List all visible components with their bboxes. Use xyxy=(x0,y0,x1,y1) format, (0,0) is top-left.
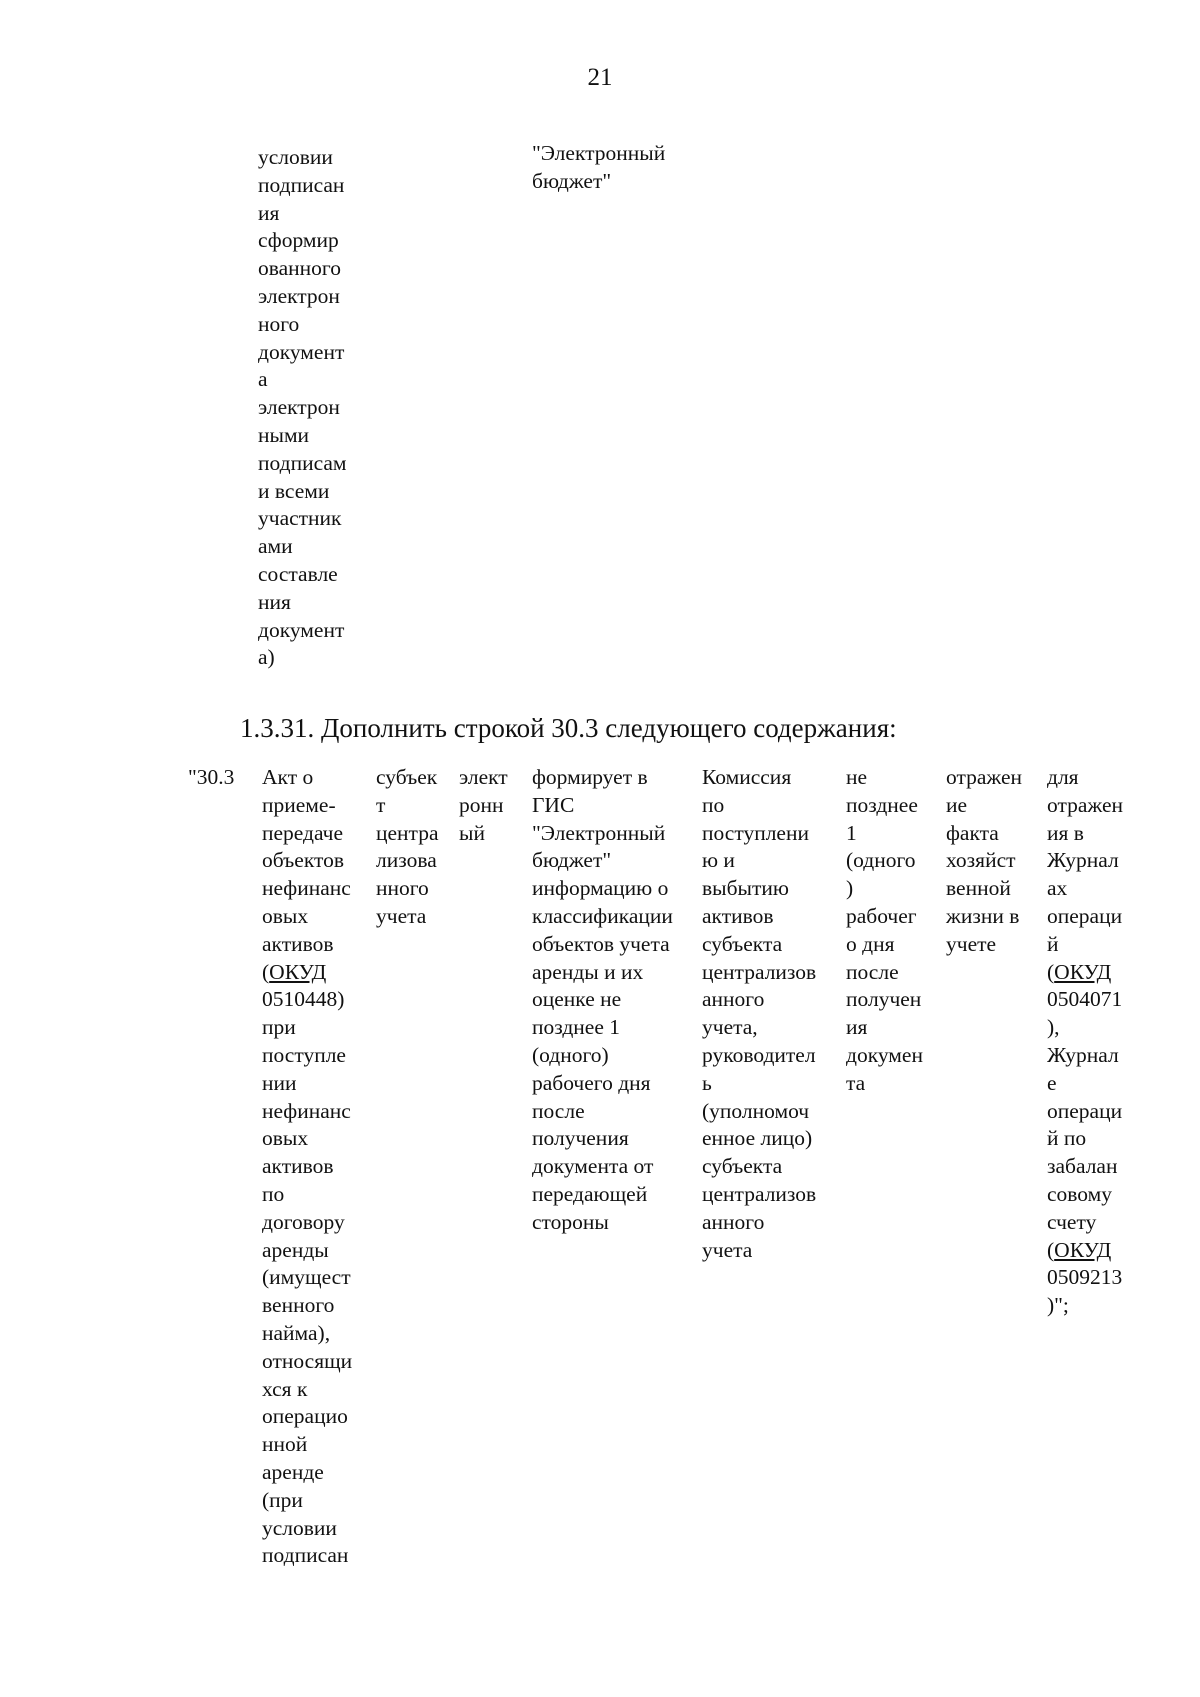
row-cell-action: формирует в ГИС "Электронный бюджет" информацию о классификации объектов учета аренды и их оценке не позднее 1 (одного) рабочего дня после получения документа от передающей стороны xyxy=(532,765,673,1234)
row-cell-registers xyxy=(1047,764,1123,1320)
page-number: 21 xyxy=(587,64,613,91)
okud-link-1: ОКУД xyxy=(1054,959,1112,984)
continuation-cell-system: "Электронный бюджет" xyxy=(532,141,666,193)
registers-text-end: 0509213 )"; xyxy=(1047,1265,1123,1318)
registers-text: для отражен ия в Журнал ах операци й ( xyxy=(1047,765,1124,984)
row-number: "30.3 xyxy=(188,765,235,789)
row-cell-responsible: Комиссия по поступлени ю и выбытию активов субъекта централизов анного учета, руководител ь (уполномоч енное лицо) субъекта централизов анного учета xyxy=(702,765,817,1262)
row-cell-document-name xyxy=(262,764,352,1570)
row-cell-subject: субъек т центра лизова нного учета xyxy=(376,765,439,928)
row-cell-deadline: не позднее 1 (одного ) рабочег о дня после получен ия докумен та xyxy=(846,765,923,1095)
registers-text-cont: 0504071 ), Журнал е операци й по забалан совому счету ( xyxy=(1047,987,1123,1262)
amendment-heading: 1.3.31. Дополнить строкой 30.3 следующего содержания: xyxy=(240,713,897,743)
document-name-text-cont: 0510448) при поступле нии нефинанс овых активов по договору аренды (имущест венного найма), относящи хся к операцио нной аренде (при условии подписан xyxy=(262,987,353,1568)
okud-link: ОКУД xyxy=(269,959,327,984)
document-name-text: Акт о приеме- передаче объектов нефинанс овых активов ( xyxy=(262,765,351,984)
row-cell-purpose: отражен ие факта хозяйст венной жизни в учете xyxy=(946,765,1023,956)
row-cell-form: элект ронн ый xyxy=(459,765,508,845)
continuation-cell-description: условии подписан ия сформир ованного электрон ного документ а электрон ными подписам и всеми участник ами составле ния документ а) xyxy=(258,145,347,670)
okud-link-2: ОКУД xyxy=(1054,1237,1112,1262)
